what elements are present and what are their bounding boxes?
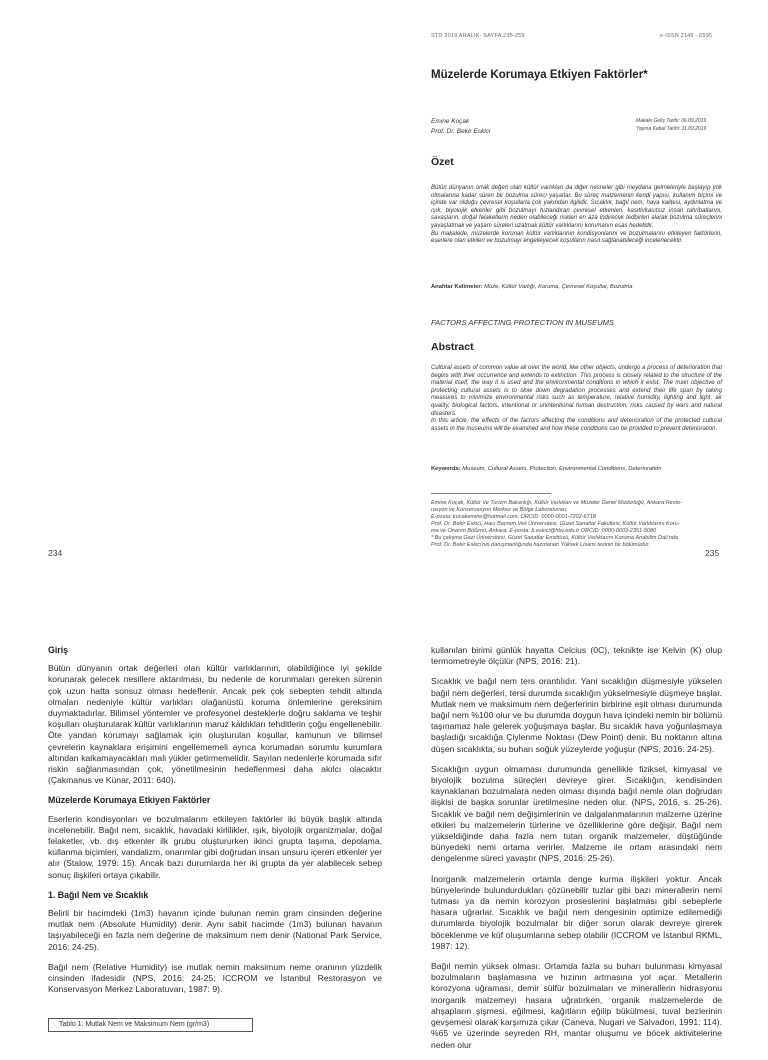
abstract-keywords-list: Museum, Cultural Assets, Protection, Environmental Conditions, Deterioration: [462, 466, 662, 472]
footnotes: [431, 500, 726, 549]
abstract-keywords: [431, 466, 662, 472]
abstract-paragraph-2: In this article, the effects of the factors affecting the conditions and deterioration of the protected cultural assets in the museums will be examined and how these conditions can be provided to prevent deterioration.: [431, 418, 722, 432]
footnote-line: Prof. Dr. Bekir Eskici'nin danışmanlığında hazırlanan Yüksek Lisans tezinin bir bölümüdür.: [431, 542, 650, 548]
paragraph: Sıcaklık ve bağıl nem ters orantılıdır. Yani sıcaklığın düşmesiyle yükselen bağıl nem değerleri, tersi durumda sıcaklığın yükselmesiyle düşmeye başlar. Mutlak nem ve maksimum nem değerlerinin birbirine eşit olması durumunda bağıl nem %100 olur ve bu durumda doygun hava içindeki nemin bir bölümü taşınamaz hale gelerek yoğuşmaya başlar. Bu sıcaklık hava yoğunlaşmaya başladığı sıcaklığa Çiylenme Noktası (Dew Point) denir. Bu noktanın altına düşen sıcaklıkta, su buharı soğuk yüzeylerde yoğuşur (NPS, 2016: 24-25).: [431, 676, 722, 754]
table-caption: Tablo 1: Mutlak Nem ve Maksimum Nem (gr/m3): [59, 1021, 210, 1028]
paragraph: Bağıl nemin yüksek olması: Ortamda fazla su buharı bulunması kimyasal bozulmaların başlamasına ve hızının artmasına yol açar. Metallerin korozyona uğraması, demir sülfür bozulmaları ve minerallerin hidrasyonu inorganik malzemeyi hasara uğratırken, organik malzemelerde de ahşapların şişmesi, eğilmesi, kağıtların eğilip bükülmesi, tuval bezlerinin gevşemesi olarak karşımıza çıkar (Caneva, Nugari ve Salvadori, 1991: 114). %65 ve üzerinde seyreden RH, mantar oluşumu ve böcek aktivitelerine neden olur: [431, 961, 722, 1050]
section-heading-humidity-temperature: 1. Bağıl Nem ve Sıcaklık: [48, 889, 149, 900]
abstract-body: [431, 365, 722, 433]
ozet-paragraph-1: Bütün dünyanın ortak değeri olan kültür varlıkları da diğer nesneler gibi meydana gelmeleriyle başlayıp yok olmalarına kadar süren bir bozulma süreci yaşarlar. Bu süreç malzemenin kendi yapısı, kullanım biçimi ve içinde var olduğu çevresel koşullarla çok yakından ilgilidir. Sıcaklık, bağıl nem, hava kalitesi, aydınlatma ve ışık, biyolojik etkenler gibi bozulmayı hızlandıran çevresel etkenleri, kasıtlı/kasıtsız insan tahribatlarını, savaşların, doğal felaketlerin neden olabileceği riskleri en aza indirecek tedbirleri alarak bozulma süreçlerini yavaşlatmak ve yaşam süreleri uzatmak kültür varlıklarını korumanın esas hedefidir.: [431, 185, 722, 229]
paragraph: Belirli bir hacimdeki (1m3) havanın içinde bulunan nemin gram cinsinden değerine mutlak nem (Absolute Humidity) denir. Aynı sabit hacimde (1m3) bulunan havanın taşıyabileceği en fazla nem değerine de maksimum nem denir (National Park Service, 2016: 24-25).: [48, 908, 382, 952]
section-heading-museum-factors: Müzelerde Korumaya Etkiyen Faktörler: [48, 795, 211, 806]
paragraph: Eserlerin kondisyonları ve bozulmalarını etkileyen faktörler iki büyük başlık altında incelenebilir. Bağıl nem, sıcaklık, havadaki kirlilikler, ışık, biyolojik organizmalar, doğal felaketler, vb. dış etkenler ilk grubu oluştururken ikinci grupta taşıma, depolama, kullanma biçimleri, vandalizm, onarımlar gibi doğrudan insan unsuru içeren etkenler yer alır (Stalow, 1979: 15). Ancak bazı durumlarda her iki grupta da yer alabilecek sebep sonuç ilişkileri ortaya çıkabilir.: [48, 813, 382, 880]
footnote-divider: [431, 493, 551, 494]
author-1: Emine Koçak: [431, 118, 470, 125]
paragraph: kullanılan birimi günlük hayatta Celcius (0C), teknikte ise Kelvin (K) olup termometreyle ölçülür (NPS, 2016: 21).: [431, 645, 722, 667]
section-heading-giris: Giriş: [48, 645, 69, 655]
ozet-heading: Özet: [431, 156, 454, 168]
abstract-heading: Abstract: [431, 341, 474, 353]
footnote-line: Emine Koçak, Kültür Ve Turizm Bakanlığı, Kültür Varlıkları ve Müzeler Genel Müdürlüğü, Ankara Resto-: [431, 500, 682, 506]
footnote-line: E-posta: kocakemine@hotmail.com. ORCID: 0000-0001-7202-6718: [431, 514, 596, 520]
ozet-keywords: [431, 284, 632, 290]
right-column: [431, 645, 722, 1060]
footnote-line: * Bu çalışma Gazi Üniversitesi, Güzel Sanatlar Enstitüsü, Kültür Varlıklarını Koruma Anabilim Dalı'nda: [431, 535, 679, 541]
journal-header-right: e-ISSN 2149 - 6595: [660, 33, 713, 39]
left-column: [48, 645, 382, 1004]
received-date: Makale Geliş Tarihi: 06.09.2019: [636, 118, 707, 124]
abstract-paragraph-1: Cultural assets of common value all over the world, like other objects, undergo a process of deterioration that begins with their occurrence and extends to extinction. This process is closely related to the structure of the material itself, the way it is used and the environmental conditions in which it exist. The main objective of protecting cultural assets is to slow down degradation processes and extend their life span by taking measures to minimize environmental risks such as temperature, relative humidity, lighting and light, air quality, biological factors, intentional or unintentional human destruction, risks caused by wars and natural disasters.: [431, 365, 722, 417]
ozet-paragraph-2: Bu makalede, müzelerde korunan kültür varlıklarının kondisyonlarını ve bozulmalarını etkileyen faktörlerin, eserlere olan etkileri ve bozulmayı engelleyecek koşulların nasıl sağlanabileceği incelenecektir.: [431, 230, 722, 245]
journal-header-left: STD 2019 ARALIK- SAYFA 235-259: [431, 33, 525, 39]
paragraph: Bağıl nem (Relative Humidity) ise mutlak nemin maksimum neme oranının yüzdelik cinsinden ifadesidir (NPS, 2016: 24-25; ICCROM ve İstanbul Restorasyon ve Konservasyon Merkez Laboratuvarı, 1987: 9).: [48, 961, 382, 995]
accepted-date: Yayına Kabul Tarihi: 11.09.2019: [636, 126, 707, 132]
table-caption-box: [48, 1018, 253, 1032]
footnote-line: rasyon ve Konservasyon Merkez ve Bölge Laboratuvarı.: [431, 507, 568, 513]
footnote-line: ma ve Onarım Bölümü, Ankara, E-posta: b.eskici@hbv.edu.tr ORCID: 0000-0003-2351-5080: [431, 528, 657, 534]
author-2: Prof. Dr. Bekir Eskici: [431, 128, 491, 135]
paragraph: Bütün dünyanın ortak değerleri olan kültür varlıklarının, olabildiğince iyi şekilde korunarak gelecek nesillere aktarılması, bu nedenle de korunmaları gereken sürenin çok uzun hatta sonsuz olması hedeflenir. Ancak pek çok sebepten tehdit altında olmaları nedeniyle kültür varlıkları olağanüstü koruma önlemlerine gereksinim duymaktadırlar. Bilimsel yöntemler ve profesyonel desteklerle doğru saklama ve teşhir koşulları oluşturularak kültür varlıklarının maruz kaldıkları tehditlerin çoğu engellenebilir. Öte yandan korumayı sağlamak için oluşturulan koşullar, kamunun ve bilimsel çevrelerin kaynaklara erişimini engellememeli ayrıca korumadan sorumlu kurumlara altından kalkamayacakları mali yükler getirmemelidir. Sayılan nedenlerle korumada sıfır riskin sağlanmasından çok, yönetilmesinin hedeflenmesi daha akılcı olacaktır (Çakmanus ve Künar, 2011: 640).: [48, 663, 382, 786]
page-number-left: 234: [48, 548, 63, 558]
paragraph: Sıcaklığın uygun olmaması durumunda genellikle fiziksel, kimyasal ve biyolojik bozulma süreçleri devreye girer. Sıcaklığın, kendisinden kaynaklanan bozulmalara neden olması dışında bağıl nemle olan doğrudan ilişkisi de başka sorunlar üretilmesine neden olur. (NPS, 2016, s. 25-26). Sıcaklık ve bağıl nem değişimlerinin ve dalgalanmalarının malzeme üzerine etkileri bu malzemelerin türlerine ve özelliklerine göre değişir. Bağıl nem yükseldiğinde daha fazla nem tutan organik malzemeler, düştüğünde bünyedeki nemi ortama verirler. Malzeme ile ortam arasındaki nem dengelenme süreci yavaştır (NPS, 2016: 25-26).: [431, 763, 722, 864]
ozet-keywords-list: Müze, Kültür Varlığı, Koruma, Çevresel Koşullar, Bozulma: [484, 284, 633, 290]
ozet-keywords-label: Anahtar Kelimeler:: [431, 284, 483, 290]
english-title: FACTORS AFFECTING PROTECTION IN MUSEUMS: [431, 318, 614, 327]
paragraph: İnorganik malzemelerin ortamla denge kurma ilişkileri yoktur. Ancak bünyelerinde bulundurdukları çözünebilir tuzlar gibi bazı minerallerin nemi tutması ya da nemin korozyon proseslerini başlatması gibi sebeplerle hasara uğrarlar. Sıcaklık ve bağıl nem dengesinin optimize edilemediği durumlarda biyolojik bozulmalar bir diğer sorun olarak devreye girerek böceklenme ve küf oluşumlarına sebep olabilir (ICCROM ve İstanbul RKML, 1987: 12).: [431, 873, 722, 951]
article-title: Müzelerde Korumaya Etkiyen Faktörler*: [431, 69, 648, 81]
footnote-line: Prof. Dr. Bekir Eskici, Hacı Bayram Veli Üniversitesi, Güzel Sanatlar Fakültesi, Kültür Varlıklarını Koru-: [431, 521, 680, 527]
abstract-keywords-label: Keywords:: [431, 466, 461, 472]
page-number-right: 235: [705, 548, 720, 558]
ozet-body: [431, 185, 722, 246]
